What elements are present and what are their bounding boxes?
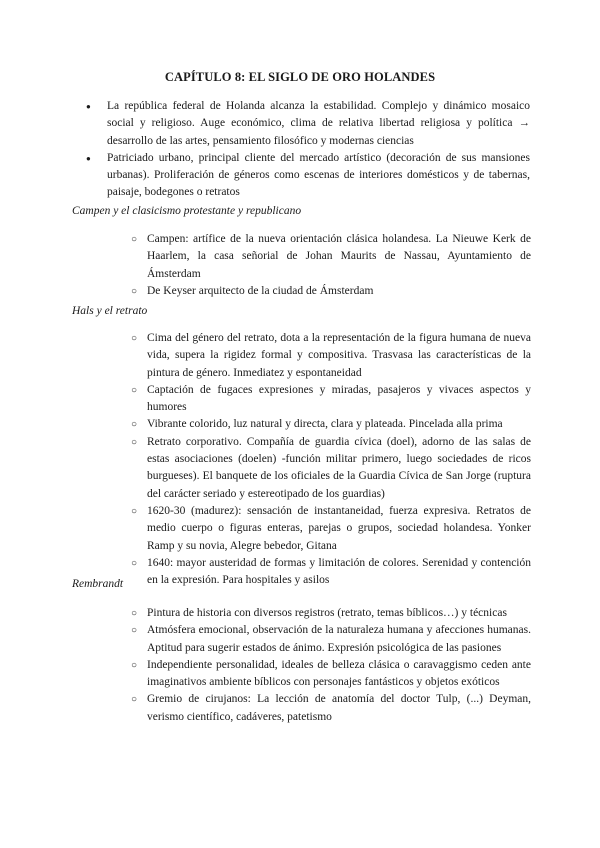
section-heading-hals: Hals y el retrato [72, 305, 148, 317]
hals-list [113, 330, 531, 589]
list-item: ○ Campen: artífice de la nueva orientación clásica holandesa. La Nieuwe Kerk de Haarlem, la casa señorial de Johan Maurits de Nassau, Ayuntamiento de Ámsterdam [113, 231, 531, 283]
list-item: ○ Captación de fugaces expresiones y miradas, pasajeros y vivaces aspectos y humores [113, 382, 531, 417]
page-title: CAPÍTULO 8: EL SIGLO DE ORO HOLANDES [164, 70, 436, 84]
list-item: ○ Atmósfera emocional, observación de la naturaleza humana y afecciones humanas. Aptitud para sugerir estados de ánimo. Expresión psicológica de las pasiones [113, 622, 531, 657]
section-heading-campen: Campen y el clasicismo protestante y republicano [72, 205, 302, 217]
list-item: ○ 1620-30 (madurez): sensación de instantaneidad, fuerza expresiva. Retratos de medio cuerpo o figuras enteras, parejas o grupos, sociedad holandesa. Yonker Ramp y su novia, Alegre bebedor, Gitana [113, 503, 531, 555]
section-heading-rembrandt: Rembrandt [72, 578, 124, 590]
list-item: ○ Vibrante colorido, luz natural y directa, clara y plateada. Pincelada alla prima [113, 416, 531, 433]
list-item: ○ Gremio de cirujanos: La lección de anatomía del doctor Tulp, (...) Deyman, verismo científico, cadáveres, patetismo [113, 691, 531, 726]
list-item: ○ 1640: mayor austeridad de formas y limitación de colores. Serenidad y contención en la expresión. Para hospitales y asilos [113, 555, 531, 590]
rembrandt-list [113, 605, 531, 726]
intro-bullet-1: ● La república federal de Holanda alcanza la estabilidad. Complejo y dinámico mosaico social y religioso. Auge económico, clima de relativa libertad religiosa y política → desarrollo de las artes, pensamiento filosófico y modernas ciencias [72, 98, 530, 150]
campen-list [113, 231, 531, 300]
list-item: ○ Retrato corporativo. Compañía de guardia cívica (doel), adorno de las salas de estas asociaciones (doelen) -función militar primero, luego sociedades de ricos burgueses). El banquete de los oficiales de la Guardia Cívica de San Jorge (ruptura del carácter seriado y estereotipado de los guardias) [113, 434, 531, 503]
list-item: ○ De Keyser arquitecto de la ciudad de Ámsterdam [113, 283, 531, 300]
list-item: ○ Independiente personalidad, ideales de belleza clásica o caravaggismo ceden ante imaginativos ambiente bíblicos con personajes fantásticos y objetos exóticos [113, 657, 531, 692]
intro-list [72, 98, 530, 202]
list-item: ○ Pintura de historia con diversos registros (retrato, temas bíblicos…) y técnicas [113, 605, 531, 622]
intro-bullet-2: ● Patriciado urbano, principal cliente del mercado artístico (decoración de sus mansiones urbanas). Proliferación de géneros como escenas de interiores domésticos y de tabernas, paisaje, bodegones o retratos [72, 150, 530, 202]
list-item: ○ Cima del género del retrato, dota a la representación de la figura humana de nueva vida, supera la rigidez formal y compositiva. Trasvasa las características de la pintura de género. Inmediatez y espontaneidad [113, 330, 531, 382]
